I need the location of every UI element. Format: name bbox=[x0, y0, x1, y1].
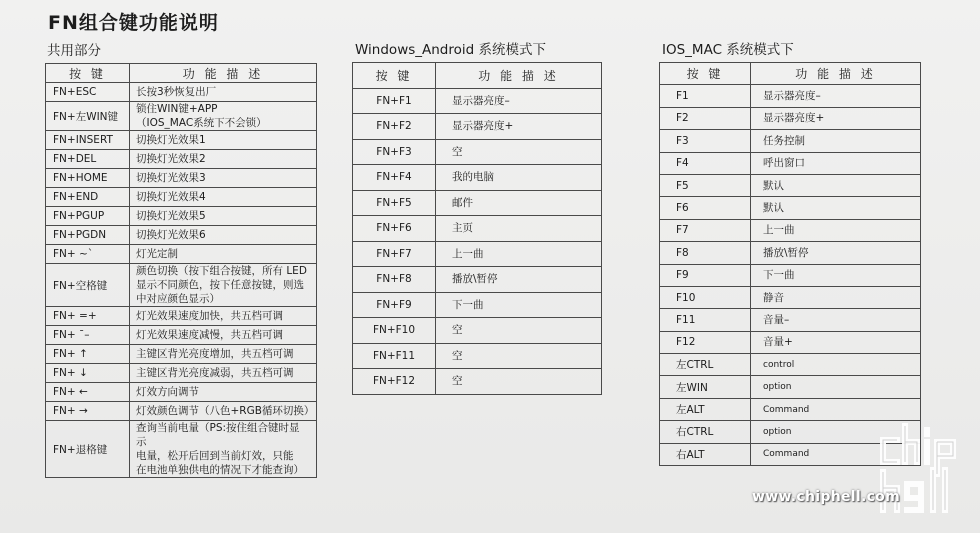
ios-keys-table bbox=[659, 62, 921, 466]
description-cell bbox=[751, 309, 921, 331]
table-row bbox=[46, 207, 317, 226]
table-row bbox=[660, 107, 921, 129]
key-cell: FN+F4 bbox=[353, 165, 436, 191]
description-line: 查询当前电量（PS:按住组合键时显示 bbox=[136, 422, 300, 448]
description-line: 主键区背光亮度增加，共五档可调 bbox=[136, 348, 294, 360]
key-cell: FN+F11 bbox=[353, 343, 436, 369]
table-row bbox=[660, 286, 921, 308]
description-cell bbox=[130, 307, 317, 326]
description-cell bbox=[751, 242, 921, 264]
key-cell: FN+空格键 bbox=[46, 264, 130, 307]
description-cell bbox=[751, 130, 921, 152]
description-cell bbox=[436, 369, 602, 395]
windows-keys-table bbox=[352, 62, 602, 395]
key-cell: 右CTRL bbox=[660, 421, 751, 443]
description-line: 颜色切换（按下组合按键，所有 LED bbox=[136, 265, 307, 277]
description-cell bbox=[751, 331, 921, 353]
key-cell: FN+F9 bbox=[353, 292, 436, 318]
key-cell: FN+F2 bbox=[353, 114, 436, 140]
description-cell bbox=[751, 107, 921, 129]
key-cell: FN+PGUP bbox=[46, 207, 130, 226]
description-line: 空 bbox=[452, 375, 463, 388]
description-line: （IOS_MAC系统下不会锁） bbox=[136, 117, 267, 129]
table-row bbox=[353, 165, 602, 191]
description-cell bbox=[751, 174, 921, 196]
key-column-header: 按 键 bbox=[353, 63, 436, 89]
key-cell: F5 bbox=[660, 174, 751, 196]
key-cell: 右ALT bbox=[660, 443, 751, 465]
key-cell: FN+左WIN键 bbox=[46, 102, 130, 131]
description-cell bbox=[751, 85, 921, 107]
description-line: 中对应颜色显示） bbox=[136, 293, 220, 305]
description-cell bbox=[130, 421, 317, 478]
description-line: Command bbox=[763, 404, 810, 415]
key-cell: F6 bbox=[660, 197, 751, 219]
key-cell: FN+ ↑ bbox=[46, 345, 130, 364]
description-line: 下一曲 bbox=[763, 269, 795, 282]
table-row bbox=[46, 326, 317, 345]
description-line: 呼出窗口 bbox=[763, 157, 805, 170]
table-row bbox=[660, 130, 921, 152]
table-row bbox=[46, 188, 317, 207]
table-row bbox=[46, 169, 317, 188]
description-cell bbox=[130, 364, 317, 383]
description-line: 在电池单独供电的情况下才能查询） bbox=[136, 464, 304, 476]
table-row bbox=[353, 216, 602, 242]
description-cell bbox=[130, 102, 317, 131]
description-cell bbox=[436, 190, 602, 216]
key-cell: FN+ ˉ– bbox=[46, 326, 130, 345]
table-row bbox=[660, 354, 921, 376]
description-cell bbox=[436, 114, 602, 140]
key-column-header: 按 键 bbox=[660, 63, 751, 85]
description-line: Command bbox=[763, 449, 810, 460]
table-row bbox=[660, 219, 921, 241]
description-line: 任务控制 bbox=[763, 134, 805, 147]
key-cell: FN+ ← bbox=[46, 383, 130, 402]
key-cell: FN+F5 bbox=[353, 190, 436, 216]
description-cell bbox=[130, 188, 317, 207]
key-cell: FN+ESC bbox=[46, 83, 130, 102]
description-cell bbox=[751, 354, 921, 376]
description-cell bbox=[436, 216, 602, 242]
description-line: option bbox=[763, 382, 792, 393]
page-title: FN组合键功能说明 bbox=[48, 12, 219, 34]
key-cell: FN+INSERT bbox=[46, 131, 130, 150]
description-cell bbox=[436, 292, 602, 318]
description-cell bbox=[130, 345, 317, 364]
table-row bbox=[46, 402, 317, 421]
key-cell: FN+F8 bbox=[353, 267, 436, 293]
description-cell bbox=[751, 152, 921, 174]
key-cell: FN+ ~` bbox=[46, 245, 130, 264]
key-column-header: 按 键 bbox=[46, 64, 130, 83]
description-line: 空 bbox=[452, 349, 463, 362]
key-cell: F8 bbox=[660, 242, 751, 264]
table-row bbox=[353, 369, 602, 395]
description-cell bbox=[751, 286, 921, 308]
description-cell bbox=[436, 165, 602, 191]
table-row bbox=[660, 197, 921, 219]
key-cell: FN+F12 bbox=[353, 369, 436, 395]
description-line: 静音 bbox=[763, 291, 784, 304]
description-cell bbox=[130, 264, 317, 307]
key-cell: FN+F1 bbox=[353, 88, 436, 114]
table-row bbox=[46, 83, 317, 102]
key-cell: FN+F10 bbox=[353, 318, 436, 344]
description-cell bbox=[751, 219, 921, 241]
description-cell bbox=[436, 343, 602, 369]
description-column-header: 功 能 描 述 bbox=[436, 63, 602, 89]
windows-section-title: Windows_Android 系统模式下 bbox=[355, 42, 546, 58]
table-header-row bbox=[660, 63, 921, 85]
key-cell: FN+ → bbox=[46, 402, 130, 421]
table-row bbox=[660, 376, 921, 398]
key-cell: F4 bbox=[660, 152, 751, 174]
ios-section-title: IOS_MAC 系统模式下 bbox=[662, 42, 794, 58]
description-line: 我的电脑 bbox=[452, 171, 494, 184]
table-row bbox=[660, 174, 921, 196]
table-row bbox=[46, 102, 317, 131]
description-cell bbox=[130, 150, 317, 169]
description-line: 音量+ bbox=[763, 336, 793, 349]
description-line: 长按3秒恢复出厂 bbox=[136, 86, 217, 98]
description-line: 邮件 bbox=[452, 196, 473, 209]
table-row bbox=[353, 292, 602, 318]
table-row bbox=[46, 150, 317, 169]
description-line: 显示器亮度+ bbox=[452, 120, 514, 133]
common-keys-table bbox=[45, 63, 317, 478]
table-row bbox=[353, 241, 602, 267]
description-line: control bbox=[763, 359, 795, 370]
description-cell bbox=[130, 226, 317, 245]
table-header-row bbox=[353, 63, 602, 89]
key-cell: F12 bbox=[660, 331, 751, 353]
key-cell: FN+HOME bbox=[46, 169, 130, 188]
table-row bbox=[353, 190, 602, 216]
description-cell bbox=[130, 245, 317, 264]
key-cell: F3 bbox=[660, 130, 751, 152]
description-cell bbox=[130, 402, 317, 421]
description-cell bbox=[436, 139, 602, 165]
description-cell bbox=[436, 267, 602, 293]
key-cell: 左WIN bbox=[660, 376, 751, 398]
key-cell: FN+DEL bbox=[46, 150, 130, 169]
description-line: 上一曲 bbox=[763, 224, 795, 237]
description-line: option bbox=[763, 426, 792, 437]
description-line: 显示器亮度– bbox=[452, 94, 510, 107]
key-cell: FN+退格键 bbox=[46, 421, 130, 478]
table-row bbox=[46, 364, 317, 383]
description-line: 默认 bbox=[763, 179, 784, 192]
description-cell bbox=[130, 169, 317, 188]
common-section-title: 共用部分 bbox=[47, 43, 101, 59]
key-cell: FN+F7 bbox=[353, 241, 436, 267]
description-cell bbox=[130, 83, 317, 102]
table-row bbox=[353, 267, 602, 293]
table-row bbox=[46, 345, 317, 364]
description-line: 切换灯光效果1 bbox=[136, 134, 206, 146]
description-line: 上一曲 bbox=[452, 247, 484, 260]
description-line: 灯效方向调节 bbox=[136, 386, 199, 398]
key-cell: FN+F6 bbox=[353, 216, 436, 242]
watermark-url: www.chiphell.com bbox=[752, 489, 900, 505]
table-row bbox=[660, 264, 921, 286]
description-cell bbox=[436, 88, 602, 114]
table-row bbox=[46, 421, 317, 478]
key-cell: F9 bbox=[660, 264, 751, 286]
description-line: 切换灯光效果6 bbox=[136, 229, 206, 241]
table-row bbox=[660, 331, 921, 353]
description-line: 显示器亮度– bbox=[763, 90, 821, 103]
description-line: 切换灯光效果2 bbox=[136, 153, 206, 165]
description-line: 默认 bbox=[763, 202, 784, 215]
key-cell: F7 bbox=[660, 219, 751, 241]
table-row bbox=[46, 245, 317, 264]
table-row bbox=[353, 318, 602, 344]
table-row bbox=[46, 226, 317, 245]
description-line: 音量– bbox=[763, 313, 790, 326]
table-row bbox=[353, 114, 602, 140]
description-line: 灯光定制 bbox=[136, 248, 178, 260]
table-row bbox=[353, 88, 602, 114]
table-row bbox=[660, 242, 921, 264]
description-line: 电量，松开后回到当前灯效，只能 bbox=[136, 450, 294, 462]
description-line: 锁住WIN键+APP bbox=[136, 103, 218, 115]
description-line: 主页 bbox=[452, 222, 473, 235]
key-cell: FN+ ↓ bbox=[46, 364, 130, 383]
table-row bbox=[353, 343, 602, 369]
key-cell: F2 bbox=[660, 107, 751, 129]
description-cell bbox=[751, 197, 921, 219]
description-cell bbox=[751, 376, 921, 398]
description-cell bbox=[130, 131, 317, 150]
table-header-row bbox=[46, 64, 317, 83]
key-cell: F10 bbox=[660, 286, 751, 308]
key-cell: 左CTRL bbox=[660, 354, 751, 376]
description-column-header: 功 能 描 述 bbox=[130, 64, 317, 83]
description-line: 切换灯光效果3 bbox=[136, 172, 206, 184]
description-line: 下一曲 bbox=[452, 298, 484, 311]
table-row bbox=[46, 383, 317, 402]
key-cell: F11 bbox=[660, 309, 751, 331]
description-line: 显示器亮度+ bbox=[763, 112, 825, 125]
description-column-header: 功 能 描 述 bbox=[751, 63, 921, 85]
description-line: 灯光效果速度加快，共五档可调 bbox=[136, 310, 283, 322]
table-row bbox=[660, 85, 921, 107]
description-line: 空 bbox=[452, 145, 463, 158]
description-line: 播放\暂停 bbox=[763, 246, 809, 259]
table-row bbox=[660, 309, 921, 331]
key-cell: FN+PGDN bbox=[46, 226, 130, 245]
key-cell: FN+F3 bbox=[353, 139, 436, 165]
key-cell: FN+END bbox=[46, 188, 130, 207]
description-line: 主键区背光亮度减弱，共五档可调 bbox=[136, 367, 294, 379]
description-line: 空 bbox=[452, 324, 463, 337]
table-row bbox=[46, 307, 317, 326]
key-cell: FN+ =+ bbox=[46, 307, 130, 326]
description-line: 切换灯光效果4 bbox=[136, 191, 206, 203]
description-line: 灯光效果速度减慢，共五档可调 bbox=[136, 329, 283, 341]
description-cell bbox=[751, 264, 921, 286]
key-cell: 左ALT bbox=[660, 398, 751, 420]
table-row bbox=[660, 152, 921, 174]
description-cell bbox=[130, 383, 317, 402]
description-line: 灯效颜色调节（八色+RGB循环切换） bbox=[136, 405, 315, 417]
description-line: 显示不同颜色，按下任意按键，则选 bbox=[136, 279, 304, 291]
description-line: 切换灯光效果5 bbox=[136, 210, 206, 222]
table-row bbox=[46, 131, 317, 150]
description-cell bbox=[130, 326, 317, 345]
table-row bbox=[353, 139, 602, 165]
description-cell bbox=[436, 241, 602, 267]
key-cell: F1 bbox=[660, 85, 751, 107]
description-line: 播放\暂停 bbox=[452, 273, 498, 286]
description-cell bbox=[436, 318, 602, 344]
description-cell bbox=[130, 207, 317, 226]
table-row bbox=[46, 264, 317, 307]
